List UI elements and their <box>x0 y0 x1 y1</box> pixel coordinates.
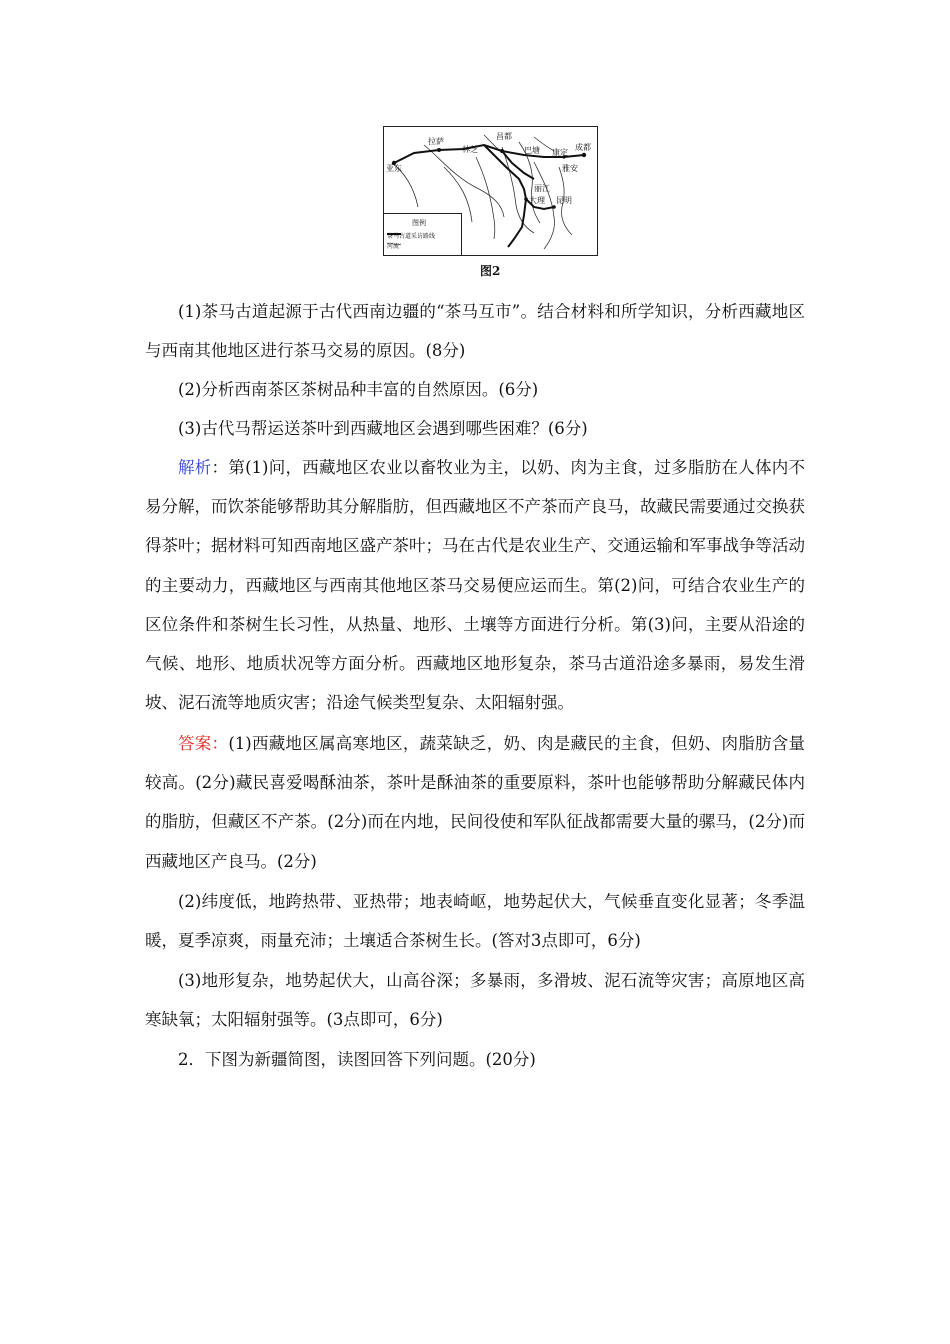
answer-paragraph-3: (3)地形复杂，地势起伏大，山高谷深；多暴雨，多滑坡、泥石流等灾害；高原地区高寒缺氧；太阳辐射强等。(3点即可，6分) <box>145 971 805 1030</box>
place-label: 拉萨 <box>428 137 444 146</box>
analysis-paragraph <box>145 448 805 722</box>
city-dot <box>437 148 441 152</box>
place-label: 亚东 <box>386 164 402 173</box>
question-1: (1)茶马古道起源于古代西南边疆的“茶马互市”。结合材料和所学知识，分析西藏地区与西南其他地区进行茶马交易的原因。(8分) <box>145 302 805 361</box>
answer-label: 答案： <box>178 734 229 753</box>
map-legend <box>384 213 462 255</box>
analysis-text: ：第(1)问，西藏地区农业以畜牧业为主，以奶、肉为主食，过多脂肪在人体内不易分解，而饮茶能够帮助其分解脂肪，但西藏地区不产茶而产良马，故藏民需要通过交换获得茶叶；据材料可知西南地区盛产茶叶；马在古代是农业生产、交通运输和军事战争等活动的主要动力，西藏地区与西南其他地区茶马交易便应运而生。第(2)问，可结合农业生产的区位条件和茶树生长习性，从热量、地形、土壤等方面进行分析。第(3)问，主要从沿途的气候、地形、地质状况等方面分析。西藏地区地形复杂，茶马古道沿途多暴雨，易发生滑坡、泥石流等地质灾害；沿途气候类型复杂、太阳辐射强。 <box>145 458 806 713</box>
city-dot <box>552 205 556 209</box>
analysis-label: 解析 <box>178 458 212 477</box>
question-2: (2)分析西南茶区茶树品种丰富的自然原因。(6分) <box>178 380 539 399</box>
place-label: 大理 <box>529 196 545 205</box>
answer-1-text: (1)西藏地区属高寒地区，蔬菜缺乏，奶、肉是藏民的主食，但奶、肉脂肪含量较高。(2分)藏民喜爱喝酥油茶，茶叶是酥油茶的重要原料，茶叶也能够帮助分解藏民体内的脂肪，但藏区不产茶。(2分)而在内地，民间役使和军队征战都需要大量的骡马，(2分)而西藏地区产良马。(2分) <box>145 734 806 871</box>
city-dot <box>524 197 528 201</box>
city-dot <box>500 149 504 153</box>
figure-caption: 图2 <box>480 264 501 278</box>
answer-paragraph-1 <box>145 724 805 881</box>
place-label: 昆明 <box>556 196 572 205</box>
place-label: 昌都 <box>496 132 512 141</box>
river-line <box>502 147 534 233</box>
place-label: 雅安 <box>562 164 578 173</box>
place-label: 康定 <box>552 148 568 157</box>
next-question: 2．下图为新疆简图，读图回答下列问题。(20分) <box>178 1050 536 1069</box>
legend-title: 图例 <box>412 219 426 227</box>
answer-paragraph-2: (2)纬度低，地跨热带、亚热带；地表崎岖，地势起伏大，气候垂直变化显著；冬季温暖，夏季凉爽，雨量充沛；土壤适合茶树生长。(答对3点即可，6分) <box>145 892 805 951</box>
place-label: 成都 <box>575 143 591 152</box>
city-dot <box>582 153 586 157</box>
place-label: 林芝 <box>462 145 478 154</box>
legend-route-label: 茶马古道采访路线 <box>387 233 436 240</box>
tea-horse-road-map <box>383 126 598 256</box>
river-line <box>476 157 495 239</box>
question-3: (3)古代马帮运送茶叶到西藏地区会遇到哪些困难？(6分) <box>178 419 588 438</box>
place-label: 巴塘 <box>524 146 540 155</box>
legend-river-row <box>387 241 399 250</box>
legend-river-label: 河流 <box>387 243 400 250</box>
legend-route-row <box>387 231 435 240</box>
place-label: 丽江 <box>534 184 550 193</box>
